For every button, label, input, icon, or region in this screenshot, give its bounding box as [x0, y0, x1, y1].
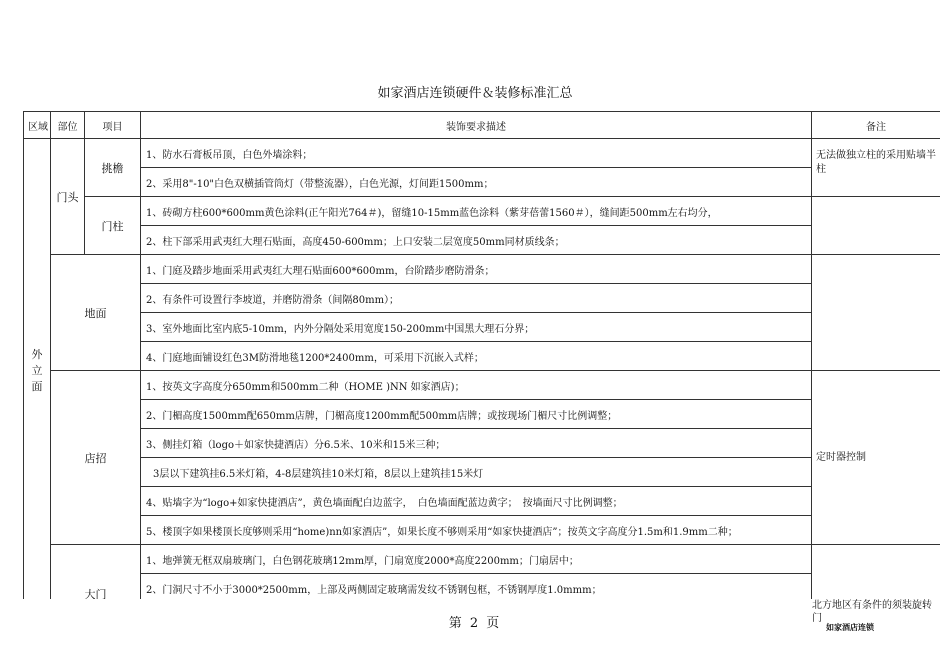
table-header-row — [24, 112, 941, 139]
part-signage: 店招 — [51, 371, 141, 545]
table-row — [24, 197, 941, 226]
note-signage: 定时器控制 — [812, 371, 941, 545]
note-main-door: 北方地区有条件的须装旋转门 — [812, 600, 932, 624]
part-main-door: 大门 — [51, 545, 141, 600]
part-floor: 地面 — [51, 255, 141, 371]
header-description: 装饰要求描述 — [141, 112, 812, 139]
desc-line: 1、按英文字高度分650mm和500mm二种（HOME )NN 如家酒店)； — [141, 371, 812, 400]
desc-line: 2、门洞尺寸不小于3000*2500mm，上部及两侧固定玻璃需发纹不锈钢包框，不锈钢厚度1.0mmm； — [141, 574, 812, 600]
desc-line: 2、门楣高度1500mm配650mm店牌，门楣高度1200mm配500mm店牌；或按现场门楣尺寸比例调整； — [141, 400, 812, 429]
desc-line: 2、柱下部采用武夷红大理石贴面，高度450-600mm；上口安装二层宽度50mm同材质线条； — [141, 226, 812, 255]
document-title: 如家酒店连锁硬件＆装修标准汇总 — [377, 86, 573, 101]
desc-line: 4、门庭地面铺设红色3M防滑地毯1200*2400mm，可采用下沉嵌入式样； — [141, 342, 812, 371]
part-door-head: 门头 — [51, 139, 85, 255]
standards-table-viewport — [23, 111, 940, 599]
desc-line: 1、地弹簧无框双扇玻璃门，白色钢花玻璃12mm厚，门扇宽度2000*高度2200mm；门扇居中； — [141, 545, 812, 574]
desc-line: 1、门庭及踏步地面采用武夷红大理石贴面600*600mm，台阶踏步磨防滑条； — [141, 255, 812, 284]
standards-table — [23, 111, 940, 599]
desc-line: 2、有条件可设置行李坡道，并磨防滑条（间隔80mm）； — [141, 284, 812, 313]
header-part: 部位 — [51, 112, 85, 139]
table-row — [24, 342, 941, 371]
table-row — [24, 487, 941, 516]
note-empty — [812, 255, 941, 371]
note-door-head: 无法做独立柱的采用贴墙半柱 — [812, 139, 941, 197]
table-row — [24, 284, 941, 313]
page-number: 第 2 页 — [448, 616, 502, 631]
table-row — [24, 371, 941, 400]
item-pillar: 门柱 — [85, 197, 141, 255]
header-item: 项目 — [85, 112, 141, 139]
note-empty — [812, 545, 941, 600]
desc-line: 4、贴墙字为“logo+如家快捷酒店”，黄色墙面配白边蓝字， 白色墙面配蓝边黄字； 按墙面尺寸比例调整； — [141, 487, 812, 516]
desc-line: 5、楼顶字如果楼顶长度够则采用“home)nn如家酒店”，如果长度不够则采用“如家快捷酒店”；按英文字高度分1.5m和1.9mm二种； — [141, 516, 812, 545]
table-row — [24, 226, 941, 255]
header-note: 备注 — [812, 112, 941, 139]
table-row — [24, 139, 941, 168]
table-row — [24, 458, 941, 487]
table-row — [24, 429, 941, 458]
table-row — [24, 255, 941, 284]
table-row — [24, 400, 941, 429]
header-region: 区域 — [24, 112, 51, 139]
table-row — [24, 313, 941, 342]
desc-line: 1、防水石膏板吊顶，白色外墙涂料； — [141, 139, 812, 168]
footer-mark: 如家酒店连锁 — [826, 623, 874, 632]
table-row — [24, 516, 941, 545]
desc-line: 3、侧挂灯箱（logo＋如家快捷酒店）分6.5米、10米和15米三种； — [141, 429, 812, 458]
desc-line: 2、采用8"-10"白色双横插管筒灯（带整流器），白色光源，灯间距1500mm； — [141, 168, 812, 197]
desc-line: 1、砖砌方柱600*600mm黄色涂料(正午阳光764＃)，留缝10-15mm蓝色涂料（紫芽蓓蕾1560＃），缝间距500mm左右均分， — [141, 197, 812, 226]
table-row — [24, 168, 941, 197]
table-row — [24, 574, 941, 600]
desc-line: 3、室外地面比室内底5-10mm，内外分隔处采用宽度150-200mm中国黑大理石分界； — [141, 313, 812, 342]
note-empty — [812, 197, 941, 255]
item-eaves: 挑檐 — [85, 139, 141, 197]
desc-line: 3层以下建筑挂6.5米灯箱，4-8层建筑挂10米灯箱，8层以上建筑挂15米灯 — [141, 458, 812, 487]
table-row — [24, 545, 941, 574]
region-facade: 外立面 — [24, 139, 51, 600]
